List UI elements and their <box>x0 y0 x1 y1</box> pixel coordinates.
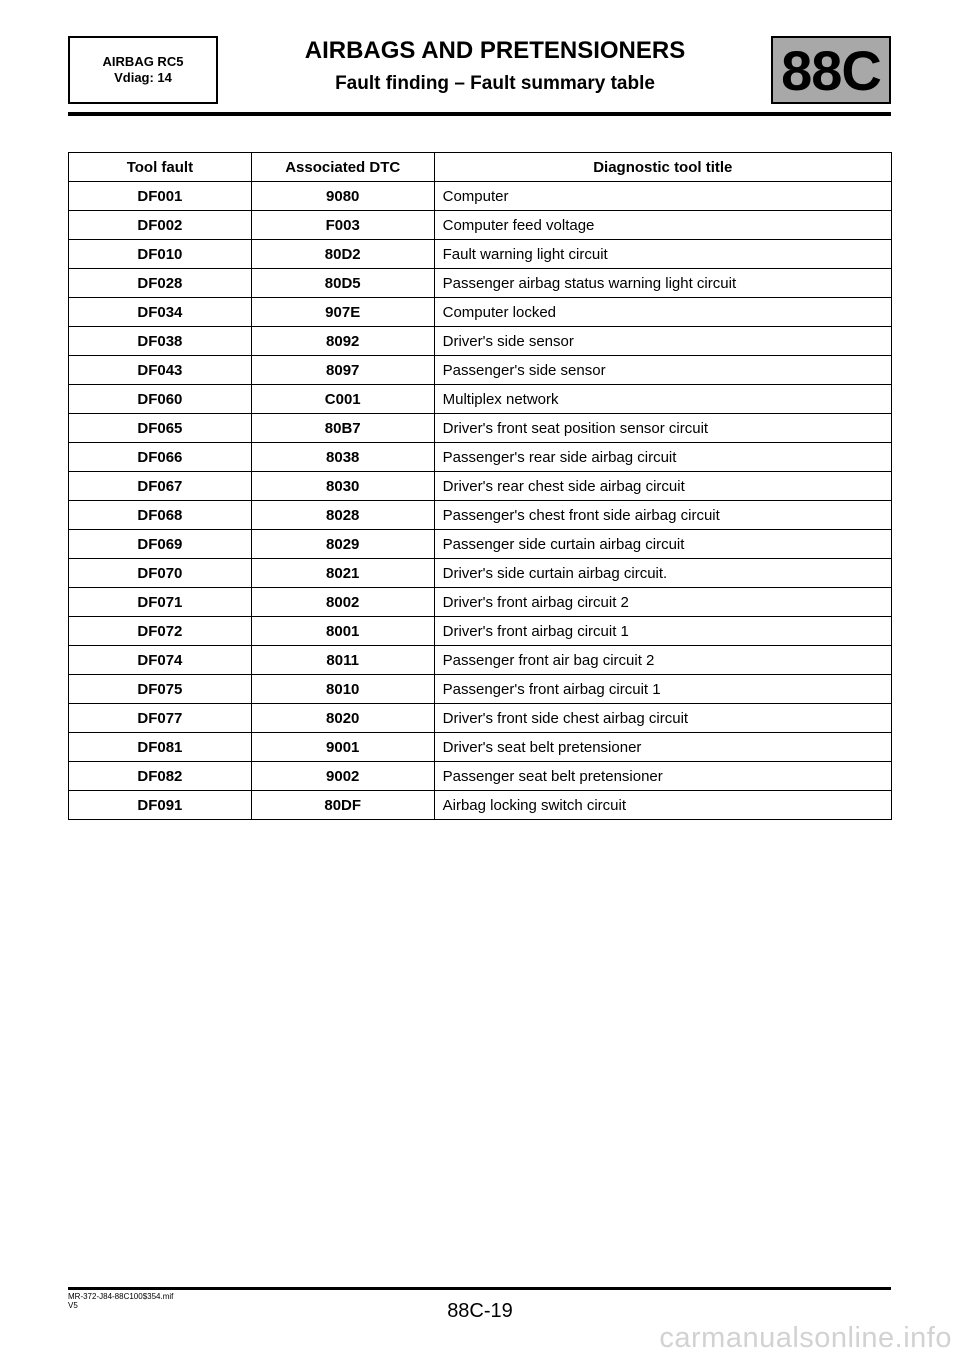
header-divider <box>68 112 891 116</box>
cell-title: Driver's front side chest airbag circuit <box>434 704 891 733</box>
model-label: AIRBAG RC5 <box>102 54 184 69</box>
page-title: AIRBAGS AND PRETENSIONERS <box>304 37 686 64</box>
page-number: 88C-19 <box>447 1300 513 1322</box>
table-row <box>69 182 892 211</box>
table-row <box>69 298 892 327</box>
table-row <box>69 414 892 443</box>
column-header-title: Diagnostic tool title <box>434 153 891 182</box>
cell-dtc: 8030 <box>251 472 434 501</box>
table-row <box>69 646 892 675</box>
cell-title: Passenger's chest front side airbag circuit <box>434 501 891 530</box>
table-row <box>69 588 892 617</box>
table-row <box>69 675 892 704</box>
cell-dtc: 8010 <box>251 675 434 704</box>
table-row <box>69 791 892 820</box>
cell-dtc: 8038 <box>251 443 434 472</box>
cell-tool-fault: DF060 <box>69 385 252 414</box>
section-code-badge: 88C <box>771 36 891 104</box>
cell-dtc: 9002 <box>251 762 434 791</box>
cell-dtc: 80D5 <box>251 269 434 298</box>
cell-dtc: C001 <box>251 385 434 414</box>
cell-tool-fault: DF066 <box>69 443 252 472</box>
cell-dtc: 8001 <box>251 617 434 646</box>
table-body <box>69 182 892 820</box>
page-subtitle: Fault finding – Fault summary table <box>335 73 655 94</box>
cell-title: Fault warning light circuit <box>434 240 891 269</box>
cell-title: Driver's rear chest side airbag circuit <box>434 472 891 501</box>
cell-tool-fault: DF081 <box>69 733 252 762</box>
cell-title: Airbag locking switch circuit <box>434 791 891 820</box>
cell-tool-fault: DF077 <box>69 704 252 733</box>
cell-title: Passenger airbag status warning light circuit <box>434 269 891 298</box>
cell-dtc: 8092 <box>251 327 434 356</box>
cell-dtc: 8028 <box>251 501 434 530</box>
cell-title: Computer <box>434 182 891 211</box>
table-row <box>69 211 892 240</box>
table-row <box>69 240 892 269</box>
cell-dtc: 8021 <box>251 559 434 588</box>
cell-tool-fault: DF065 <box>69 414 252 443</box>
cell-title: Computer feed voltage <box>434 211 891 240</box>
cell-dtc: 8029 <box>251 530 434 559</box>
table-row <box>69 530 892 559</box>
cell-dtc: 80DF <box>251 791 434 820</box>
table-row <box>69 472 892 501</box>
cell-tool-fault: DF038 <box>69 327 252 356</box>
cell-dtc: 8011 <box>251 646 434 675</box>
cell-tool-fault: DF091 <box>69 791 252 820</box>
table-row <box>69 704 892 733</box>
column-header-tool-fault: Tool fault <box>69 153 252 182</box>
table-row <box>69 762 892 791</box>
table-row <box>69 559 892 588</box>
table-row <box>69 385 892 414</box>
cell-tool-fault: DF068 <box>69 501 252 530</box>
table-row <box>69 327 892 356</box>
cell-title: Driver's seat belt pretensioner <box>434 733 891 762</box>
table-row <box>69 443 892 472</box>
cell-dtc: 8002 <box>251 588 434 617</box>
table-row <box>69 356 892 385</box>
cell-title: Passenger's side sensor <box>434 356 891 385</box>
cell-title: Driver's front seat position sensor circuit <box>434 414 891 443</box>
cell-title: Driver's front airbag circuit 1 <box>434 617 891 646</box>
footer-divider <box>68 1287 891 1290</box>
cell-title: Passenger side curtain airbag circuit <box>434 530 891 559</box>
table-row <box>69 733 892 762</box>
cell-title: Passenger's front airbag circuit 1 <box>434 675 891 704</box>
cell-dtc: 907E <box>251 298 434 327</box>
cell-title: Computer locked <box>434 298 891 327</box>
cell-tool-fault: DF002 <box>69 211 252 240</box>
cell-title: Passenger front air bag circuit 2 <box>434 646 891 675</box>
cell-title: Passenger's rear side airbag circuit <box>434 443 891 472</box>
cell-title: Passenger seat belt pretensioner <box>434 762 891 791</box>
cell-tool-fault: DF072 <box>69 617 252 646</box>
cell-tool-fault: DF082 <box>69 762 252 791</box>
fault-summary-table <box>68 152 892 820</box>
table-header-row <box>69 153 892 182</box>
vdiag-label: Vdiag: 14 <box>114 70 172 85</box>
cell-dtc: 9001 <box>251 733 434 762</box>
cell-dtc: F003 <box>251 211 434 240</box>
file-reference: MR-372-J84-88C100$354.mif <box>68 1292 174 1301</box>
cell-tool-fault: DF069 <box>69 530 252 559</box>
cell-tool-fault: DF001 <box>69 182 252 211</box>
cell-title: Driver's side curtain airbag circuit. <box>434 559 891 588</box>
title-block <box>230 36 760 96</box>
cell-tool-fault: DF074 <box>69 646 252 675</box>
cell-tool-fault: DF010 <box>69 240 252 269</box>
watermark: carmanualsonline.info <box>659 1322 952 1354</box>
column-header-dtc: Associated DTC <box>251 153 434 182</box>
cell-title: Multiplex network <box>434 385 891 414</box>
cell-tool-fault: DF067 <box>69 472 252 501</box>
cell-tool-fault: DF028 <box>69 269 252 298</box>
version-label: V5 <box>68 1301 78 1310</box>
cell-dtc: 8097 <box>251 356 434 385</box>
table-row <box>69 269 892 298</box>
cell-title: Driver's front airbag circuit 2 <box>434 588 891 617</box>
cell-tool-fault: DF070 <box>69 559 252 588</box>
cell-dtc: 9080 <box>251 182 434 211</box>
vehicle-info-box <box>68 36 218 104</box>
cell-tool-fault: DF043 <box>69 356 252 385</box>
cell-title: Driver's side sensor <box>434 327 891 356</box>
cell-dtc: 80B7 <box>251 414 434 443</box>
cell-tool-fault: DF034 <box>69 298 252 327</box>
cell-tool-fault: DF075 <box>69 675 252 704</box>
cell-dtc: 80D2 <box>251 240 434 269</box>
cell-dtc: 8020 <box>251 704 434 733</box>
cell-tool-fault: DF071 <box>69 588 252 617</box>
table-row <box>69 617 892 646</box>
table-row <box>69 501 892 530</box>
